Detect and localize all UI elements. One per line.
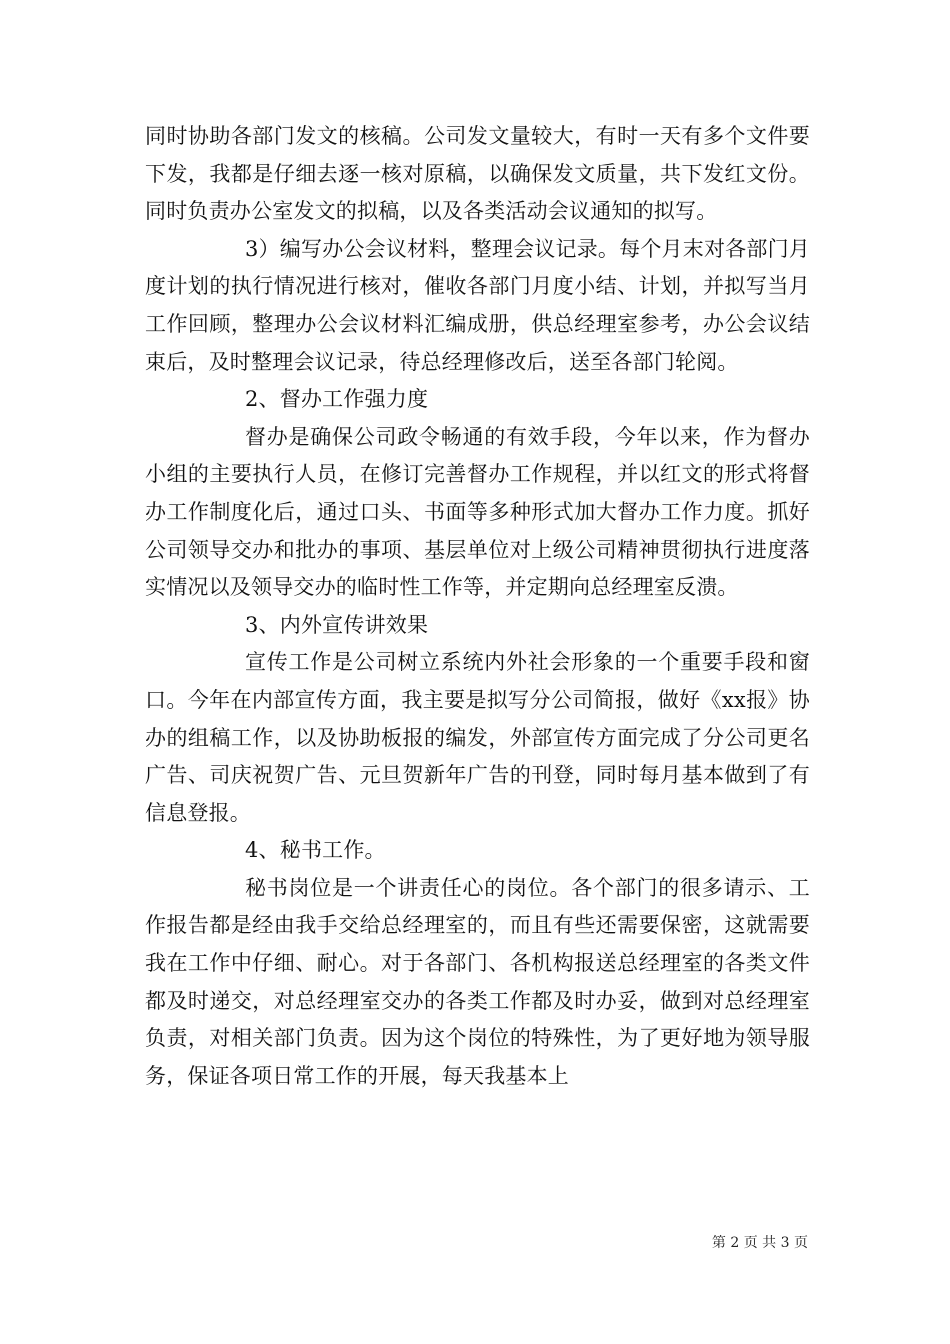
- page-number: 第 2 页 共 3 页: [711, 1235, 808, 1251]
- paragraph-supervision: 督办是确保公司政令畅通的有效手段，今年以来，作为督办小组的主要执行人员，在修订完善督办工作规程，并以红文的形式将督办工作制度化后，通过口头、书面等多种形式加大督办工作力度。抓好公司领导交办和批办的事项、基层单位对上级公司精神贯彻执行进度落实情况以及领导交办的临时性工作等，并定期向总经理室反溃。: [145, 424, 810, 600]
- paragraph-publicity: 宣传工作是公司树立系统内外社会形象的一个重要手段和窗口。今年在内部宣传方面，我主要是拟写分公司简报，做好《xx报》协办的组稿工作，以及协助板报的编发，外部宣传方面完成了分公司更名广告、司庆祝贺广告、元旦贺新年广告的刊登，同时每月基本做到了有信息登报。: [145, 650, 810, 825]
- heading-secretary: 4、秘书工作。: [245, 838, 386, 863]
- paragraph-secretary: 秘书岗位是一个讲责任心的岗位。各个部门的很多请示、工作报告都是经由我手交给总经理室的，而且有些还需要保密，这就需要我在工作中仔细、耐心。对于各部门、各机构报送总经理室的各类文件都及时递交，对总经理室交办的各类工作都及时办妥，做到对总经理室负责，对相关部门负责。因为这个岗位的特殊性，为了更好地为领导服务，保证各项日常工作的开展，每天我基本上: [145, 875, 810, 1088]
- paragraph-coordination: 同时协助各部门发文的核稿。公司发文量较大，有时一天有多个文件要下发，我都是仔细去逐一核对原稿，以确保发文质量，共下发红文份。同时负责办公室发文的拟稿，以及各类活动会议通知的拟写。: [145, 124, 810, 224]
- paragraph-meeting-materials: 3）编写办公会议材料，整理会议记录。每个月末对各部门月度计划的执行情况进行核对，催收各部门月度小结、计划，并拟写当月工作回顾，整理办公会议材料汇编成册，供总经理室参考，办公会议结束后，及时整理会议记录，待总经理修改后，送至各部门轮阅。: [145, 236, 810, 374]
- heading-supervision: 2、督办工作强力度: [245, 387, 429, 412]
- document-body: [145, 118, 810, 1095]
- heading-publicity: 3、内外宣传讲效果: [245, 612, 429, 637]
